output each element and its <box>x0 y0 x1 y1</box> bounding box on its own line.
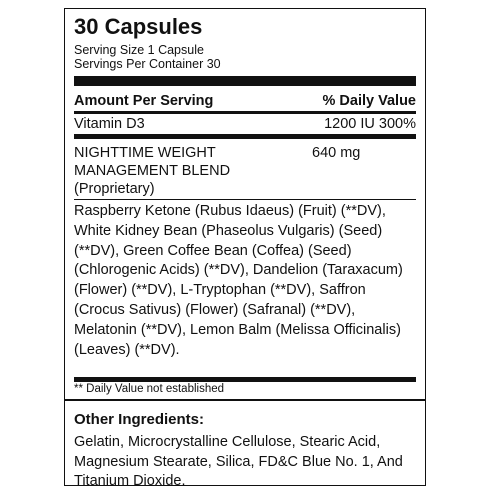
serving-size: Serving Size 1 Capsule <box>74 43 204 57</box>
amount-per-serving-header: Amount Per Serving <box>74 93 214 109</box>
daily-value-header: % Daily Value <box>322 93 416 109</box>
blend-ingredients: Raspberry Ketone (Rubus Idaeus) (Fruit) (**DV), White Kidney Bean (Phaseolus Vulgaris) (Seed) (**DV), Green Coffee Bean (Coffea) (Seed) (Chlorogenic Acids) (**DV), Dandelion (Taraxacum) (Flower) (**DV), L-Tryptophan (**DV), Saffron (Crocus Sativus) (Flower) (Safranal) (**DV), Melatonin (**DV), Lemon Balm (Melissa Officinalis) (Leaves) (**DV). <box>74 203 403 358</box>
vitamin-name: Vitamin D3 <box>74 116 145 132</box>
daily-value-footnote: ** Daily Value not established <box>74 383 225 395</box>
blend-row <box>74 144 416 198</box>
vitamin-d3-row <box>74 115 416 133</box>
thin-divider <box>74 199 416 200</box>
blend-name: NIGHTTIME WEIGHT MANAGEMENT BLEND (Proprietary) <box>74 145 231 197</box>
thick-divider-3 <box>74 377 416 382</box>
section-divider <box>65 399 425 401</box>
other-ingredients-text: Gelatin, Microcrystalline Cellulose, Stearic Acid, Magnesium Stearate, Silica, FD&C Blue No. 1, And Titanium Dioxide. <box>74 434 403 489</box>
table-header <box>74 92 416 110</box>
medium-divider <box>74 111 416 114</box>
servings-per-container: Servings Per Container 30 <box>74 57 221 71</box>
thick-divider <box>74 76 416 86</box>
vitamin-value: 1200 IU 300% <box>324 116 416 132</box>
blend-amount: 640 mg <box>312 145 361 161</box>
serving-info <box>74 43 416 71</box>
supplement-facts-panel <box>64 8 426 489</box>
thick-divider-2 <box>74 134 416 139</box>
other-ingredients-heading: Other Ingredients: <box>74 411 205 428</box>
label-title: 30 Capsules <box>74 14 203 39</box>
